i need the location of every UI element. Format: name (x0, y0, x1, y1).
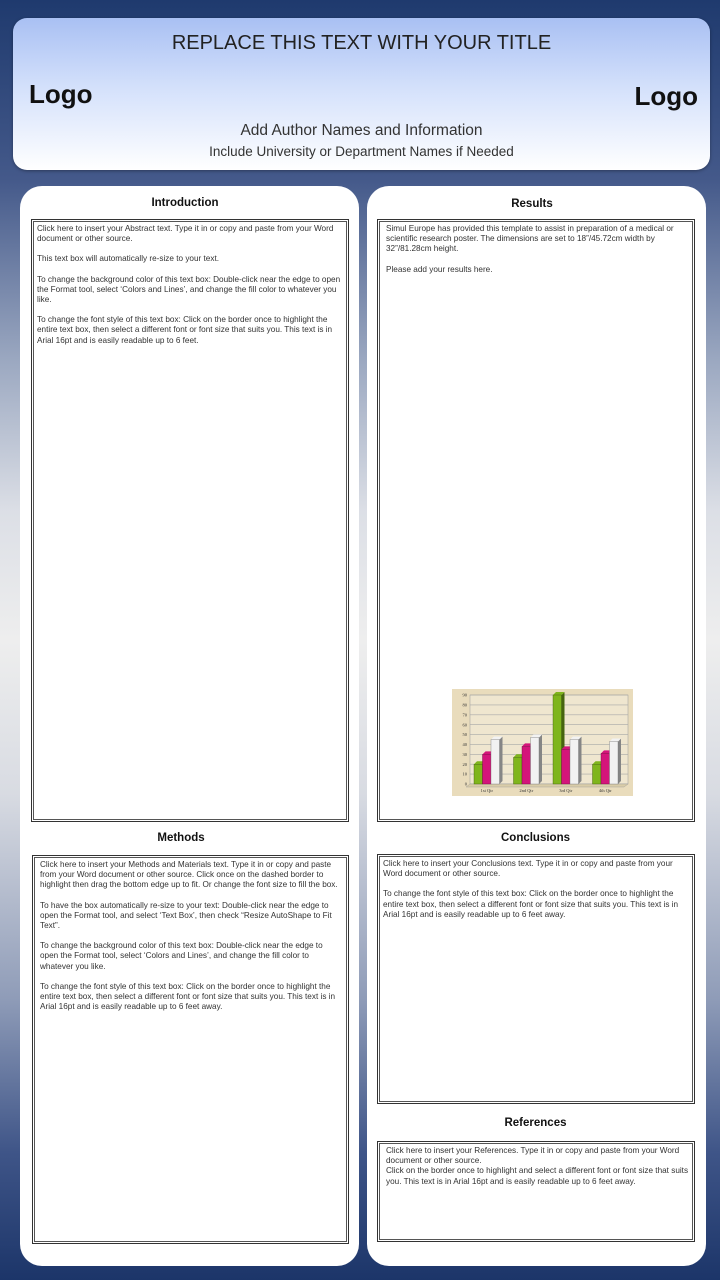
introduction-paragraph: Click here to insert your Abstract text. Type it in or copy and paste from your Word document or other source. (37, 224, 334, 244)
chart-x-tick-label: 3rd Qtr (559, 788, 573, 793)
chart-y-tick-label: 40 (462, 742, 467, 748)
references-paragraph: Click on the border once to highlight and select a different font or font size that suits you. This text is in Arial 16pt and is easily readable up to 6 feet away. (386, 1166, 689, 1186)
chart-svg (452, 689, 633, 796)
chart-bar (570, 740, 579, 785)
references-text-box[interactable] (377, 1141, 695, 1242)
chart-y-tick-label: 80 (462, 702, 467, 708)
chart-y-tick-label: 50 (462, 732, 467, 738)
logo-left[interactable]: Logo (29, 79, 93, 109)
chart-bar (531, 738, 540, 784)
introduction-text-box[interactable] (31, 219, 349, 822)
chart-y-tick-label: 70 (462, 712, 467, 718)
logo-right[interactable]: Logo (634, 81, 698, 111)
introduction-paragraph: To change the background color of this text box: Double-click near the edge to open the Format tool, select ‘Colors and Lines’, and change the fill color to whatever you like. (37, 274, 341, 305)
chart-bar-side (618, 738, 621, 784)
introduction-heading: Introduction (151, 197, 219, 209)
chart-y-tick-label: 30 (462, 751, 467, 757)
chart-bar (474, 764, 483, 784)
introduction-paragraph: This text box will automatically re-size to your text. (37, 254, 220, 264)
methods-text-box[interactable] (32, 855, 349, 1244)
poster-title[interactable]: REPLACE THIS TEXT WITH YOUR TITLE (171, 32, 552, 54)
methods-paragraph: Click here to insert your Methods and Materials text. Type it in or copy and paste from your Word document or other source. Click once on the dashed border to highlight then drag the bottom edge up to fit. Or change the font size to fill the box. (40, 860, 338, 890)
results-heading: Results (511, 198, 553, 210)
results-paragraph: Please add your results here. (386, 264, 493, 274)
chart-y-tick-label: 0 (464, 781, 467, 787)
chart-y-tick-label: 90 (462, 692, 467, 698)
chart-y-tick-label: 60 (462, 722, 467, 728)
chart-floor (464, 781, 628, 787)
chart-bar (593, 764, 602, 784)
results-paragraph: Simul Europe has provided this template to assist in preparation of a medical or scientific research poster. The dimensions are set to 18”/45.72cm width by 32”/81.28cm height. (386, 224, 674, 254)
conclusions-heading: Conclusions (500, 832, 570, 844)
chart-x-tick-label: 2nd Qtr (519, 788, 534, 793)
chart-bar (483, 754, 492, 784)
results-bar-chart[interactable] (452, 689, 633, 796)
references-heading: References (504, 1117, 567, 1129)
chart-bar (562, 749, 571, 784)
methods-paragraph: To change the font style of this text box: Click on the border once to highlight the entire text box, then select a different font or font size that suits you. This text is in Arial 16pt and is easily readable up to 6 feet away. (40, 981, 336, 1012)
introduction-paragraph: To change the font style of this text box: Click on the border once to highlight the entire text box, then select a different font or font size that suits you. This text is in Arial 16pt and is easily readable up to 6 feet. (37, 315, 333, 345)
chart-bar (601, 753, 610, 784)
methods-paragraph: To have the box automatically re-size to your text: Double-click near the edge to open the Format tool, and select ‘Text Box’, then check “Resize AutoShape to Fit Text”. (40, 900, 332, 931)
conclusions-paragraph: To change the font style of this text box: Click on the border once to highlight the entire text box, then select a different font or font size that suits you. This text is in Arial 16pt and is easily readable up to 6 feet away. (383, 889, 679, 919)
poster-header (13, 18, 710, 170)
methods-paragraph: To change the background color of this text box: Double-click near the edge to open the Format tool, select ‘Colors and Lines’, and change the fill color to whatever you like. (40, 941, 323, 971)
methods-heading: Methods (157, 832, 205, 844)
chart-bar-side (539, 735, 542, 784)
conclusions-paragraph: Click here to insert your Conclusions text. Type it in or copy and paste from your Word document or other source. (383, 859, 673, 879)
chart-bar (610, 741, 619, 784)
chart-bar (491, 740, 500, 785)
conclusions-text-box[interactable] (377, 854, 695, 1104)
chart-y-tick-label: 20 (462, 761, 467, 767)
chart-bar (553, 695, 562, 784)
university-names[interactable]: Include University or Department Names if Needed (209, 144, 514, 159)
author-names[interactable]: Add Author Names and Information (240, 122, 483, 139)
chart-x-tick-label: 1st Qtr (480, 788, 493, 793)
chart-bar-side (500, 737, 503, 785)
chart-y-tick-label: 10 (462, 771, 467, 777)
chart-x-tick-label: 4th Qtr (598, 788, 612, 793)
chart-bar (514, 757, 523, 784)
references-paragraph: Click here to insert your References. Type it in or copy and paste from your Word document or other source. (386, 1146, 680, 1166)
chart-bar-side (579, 737, 582, 785)
chart-bar (522, 746, 531, 784)
